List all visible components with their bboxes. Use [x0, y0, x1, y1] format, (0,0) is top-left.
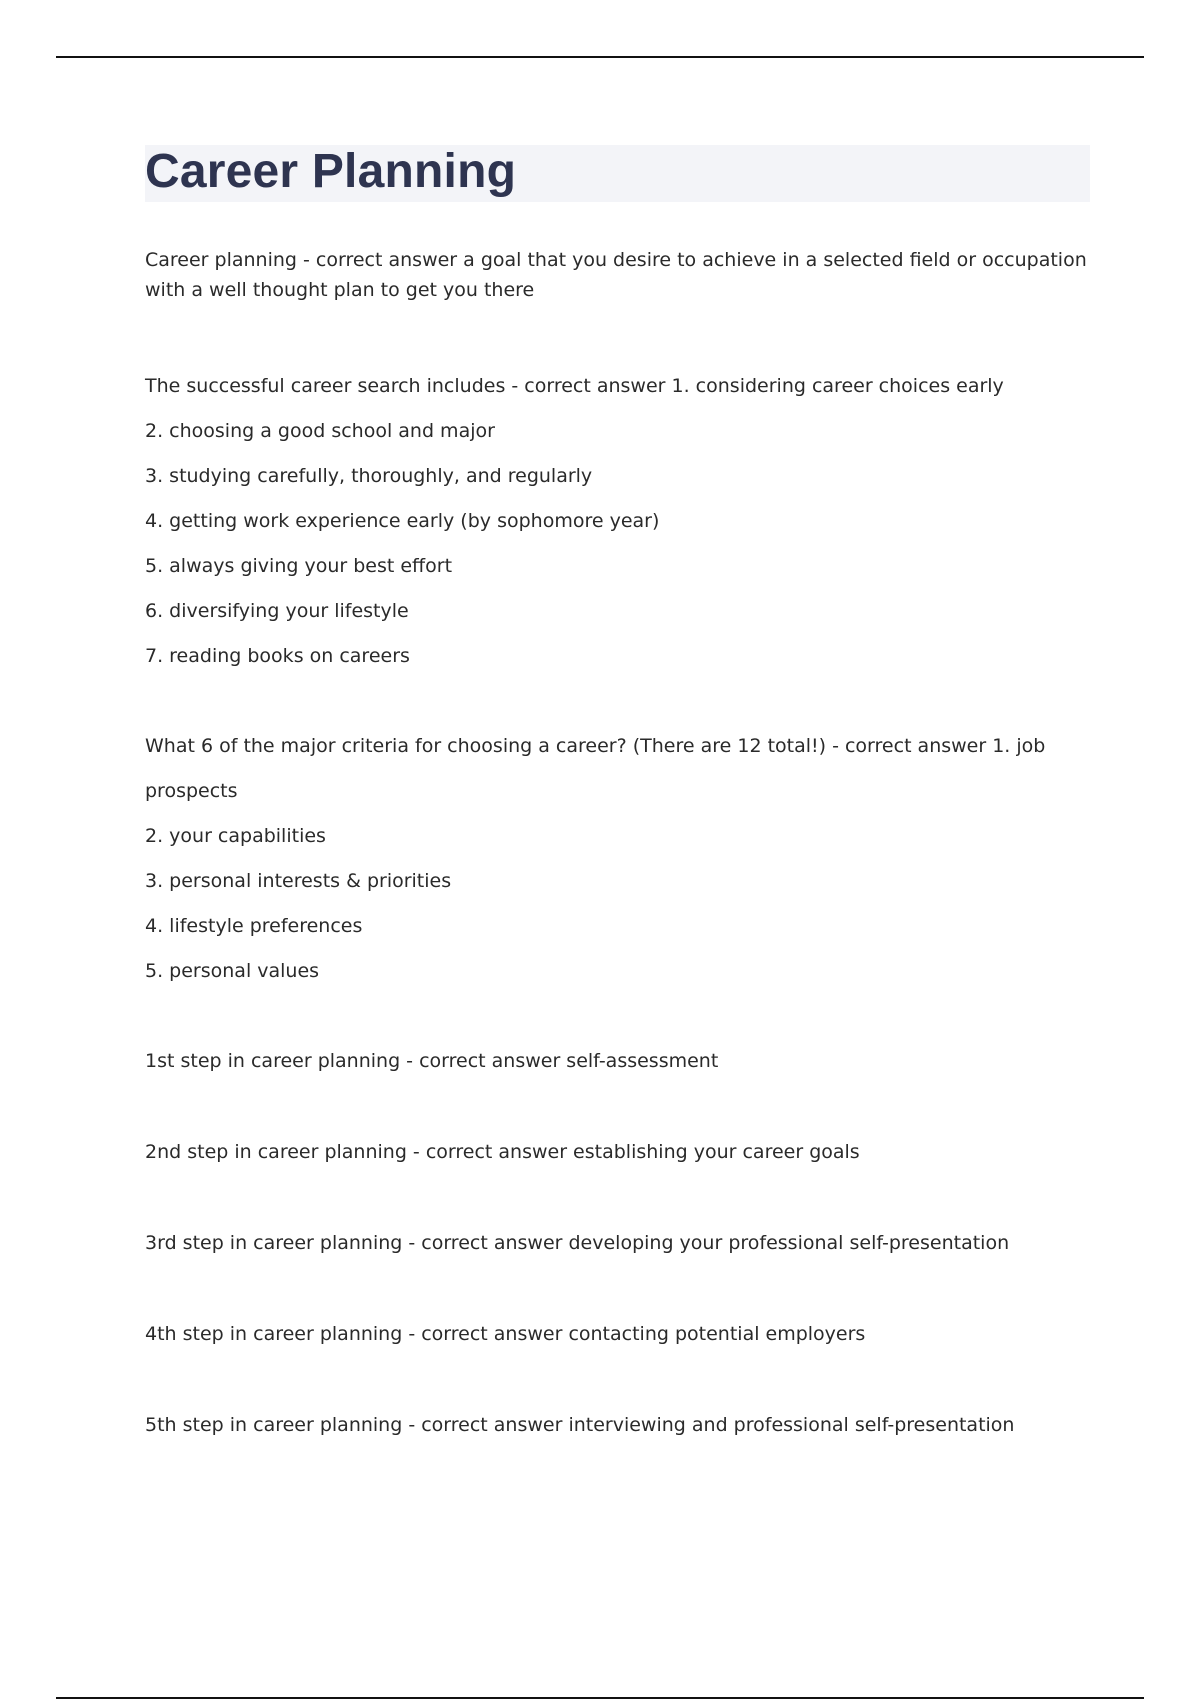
- list-item: 3. studying carefully, thoroughly, and regularly: [145, 465, 593, 487]
- bottom-rule: [56, 1697, 1144, 1699]
- list-item: 5. always giving your best effort: [145, 555, 453, 577]
- steps-list: [145, 1039, 1090, 1448]
- list-item: 2. choosing a good school and major: [145, 420, 495, 442]
- step-item: 2nd step in career planning - correct answer establishing your career goals: [145, 1141, 860, 1163]
- search-list: [145, 364, 1090, 679]
- entry-career-planning: Career planning - correct answer a goal that you desire to achieve in a selected field or occupation with a well thought plan to get you there: [145, 249, 1087, 301]
- list-item: 7. reading books on careers: [145, 645, 410, 667]
- list-item: 2. your capabilities: [145, 825, 326, 847]
- criteria-list: [145, 724, 1090, 994]
- step-item: 4th step in career planning - correct answer contacting potential employers: [145, 1323, 866, 1345]
- step-item: 5th step in career planning - correct answer interviewing and professional self-presentation: [145, 1414, 1015, 1436]
- criteria-list-lead: What 6 of the major criteria for choosing a career? (There are 12 total!) - correct answer 1. job prospects: [145, 735, 1046, 802]
- search-list-lead: The successful career search includes - correct answer 1. considering career choices early: [145, 375, 1004, 397]
- document-content: [145, 245, 1090, 1448]
- list-item: 4. lifestyle preferences: [145, 915, 363, 937]
- step-item: 1st step in career planning - correct answer self-assessment: [145, 1050, 719, 1072]
- step-item: 3rd step in career planning - correct answer developing your professional self-presentation: [145, 1232, 1010, 1254]
- list-item: 4. getting work experience early (by sophomore year): [145, 510, 660, 532]
- top-rule: [56, 56, 1144, 58]
- list-item: 5. personal values: [145, 960, 320, 982]
- list-item: 3. personal interests & priorities: [145, 870, 452, 892]
- page-title: Career Planning: [145, 145, 517, 198]
- list-item: 6. diversifying your lifestyle: [145, 600, 409, 622]
